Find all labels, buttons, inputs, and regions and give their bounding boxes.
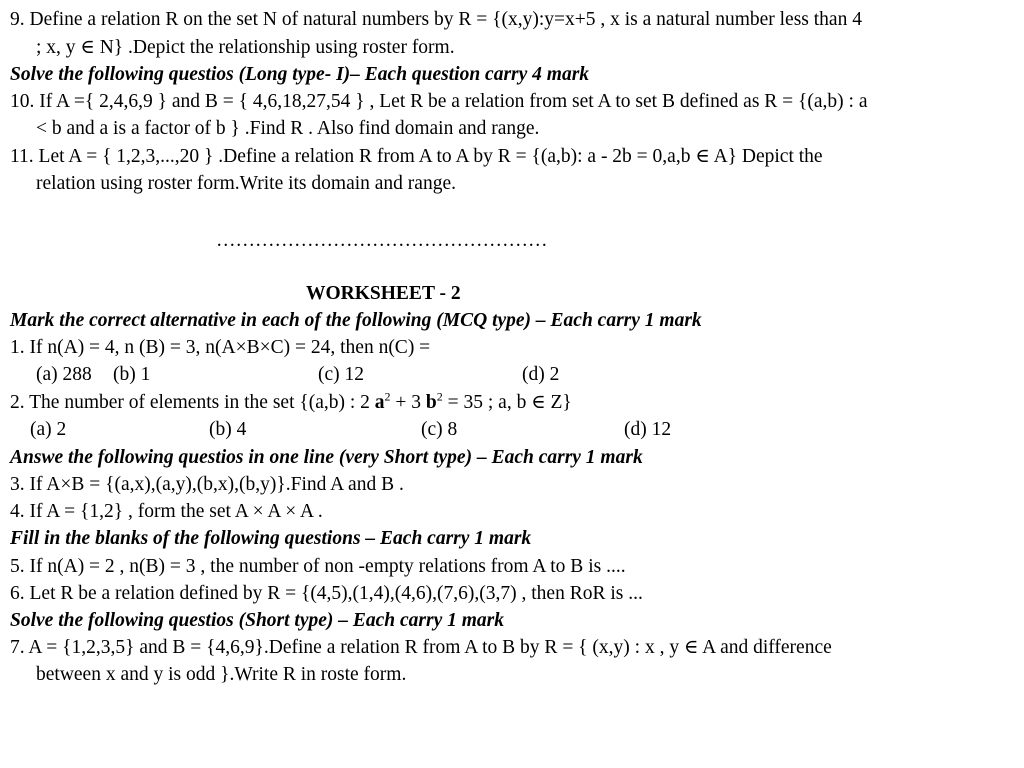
mcq1-option-b: (b) 1 <box>113 364 151 385</box>
mcq2-option-b: (b) 4 <box>209 419 247 440</box>
mcq2-question <box>10 389 572 416</box>
mcq1-option-d: (d) 2 <box>522 364 560 385</box>
section-mcq-heading: Mark the correct alternative in each of the following (MCQ type) – Each carry 1 mark <box>10 310 702 331</box>
mcq1-option-c: (c) 12 <box>318 364 365 385</box>
mcq2-option-c: (c) 8 <box>421 419 458 440</box>
mcq2-option-a: (a) 2 <box>30 419 67 440</box>
separator-dots: …………………………………………… <box>216 230 548 251</box>
mcq1-question: 1. If n(A) = 4, n (B) = 3, n(A×B×C) = 24, then n(C) = <box>10 337 431 358</box>
q7-line2: between x and y is odd }.Write R in roste form. <box>36 664 407 685</box>
mcq2-option-d: (d) 12 <box>624 419 672 440</box>
section-fill-heading: Fill in the blanks of the following questions – Each carry 1 mark <box>10 528 532 549</box>
mcq1-option-a: (a) 288 <box>36 364 92 385</box>
mcq2-var-a: a <box>374 392 385 413</box>
q3-text: 3. If A×B = {(a,x),(a,y),(b,x),(b,y)}.Find A and B . <box>10 474 404 495</box>
mcq2-mid: + 3 <box>390 392 426 413</box>
q10-line2: < b and a is a factor of b } .Find R . Also find domain and range. <box>36 118 540 139</box>
mcq2-prefix: 2. The number of elements in the set {(a,b) : 2 <box>10 392 375 413</box>
q6-text: 6. Let R be a relation defined by R = {(4,5),(1,4),(4,6),(7,6),(3,7) , then RoR is ... <box>10 583 643 604</box>
mcq2-var-b: b <box>425 392 437 413</box>
q10-line1: 10. If A ={ 2,4,6,9 } and B = { 4,6,18,27,54 } , Let R be a relation from set A to set B defined as R = {(a,b) : a <box>10 91 868 112</box>
mcq2-suffix: = 35 ; a, b ∈ Z} <box>442 392 572 413</box>
q5-text: 5. If n(A) = 2 , n(B) = 3 , the number of non -empty relations from A to B is .... <box>10 556 626 577</box>
q9-line2: ; x, y ∈ N} .Depict the relationship using roster form. <box>36 37 455 58</box>
section-oneline-heading: Answe the following questios in one line (very Short type) – Each carry 1 mark <box>10 447 643 468</box>
mcq2-exp2: 2 <box>436 389 443 404</box>
q11-line2: relation using roster form.Write its domain and range. <box>36 173 456 194</box>
worksheet-title: WORKSHEET - 2 <box>306 283 461 304</box>
mcq2-exp1: 2 <box>384 389 391 404</box>
q9-line1: 9. Define a relation R on the set N of natural numbers by R = {(x,y):y=x+5 , x is a natural number less than 4 <box>10 9 862 30</box>
q11-line1: 11. Let A = { 1,2,3,...,20 } .Define a relation R from A to A by R = {(a,b): a - 2b = 0,a,b ∈ A} Depict the <box>10 146 823 167</box>
section-short-heading: Solve the following questios (Short type) – Each carry 1 mark <box>10 610 505 631</box>
section-long-heading: Solve the following questios (Long type- I)– Each question carry 4 mark <box>10 64 590 85</box>
q4-text: 4. If A = {1,2} , form the set A × A × A . <box>10 501 323 522</box>
q7-line1: 7. A = {1,2,3,5} and B = {4,6,9}.Define a relation R from A to B by R = { (x,y) : x , y ∈ A and difference <box>10 637 832 658</box>
